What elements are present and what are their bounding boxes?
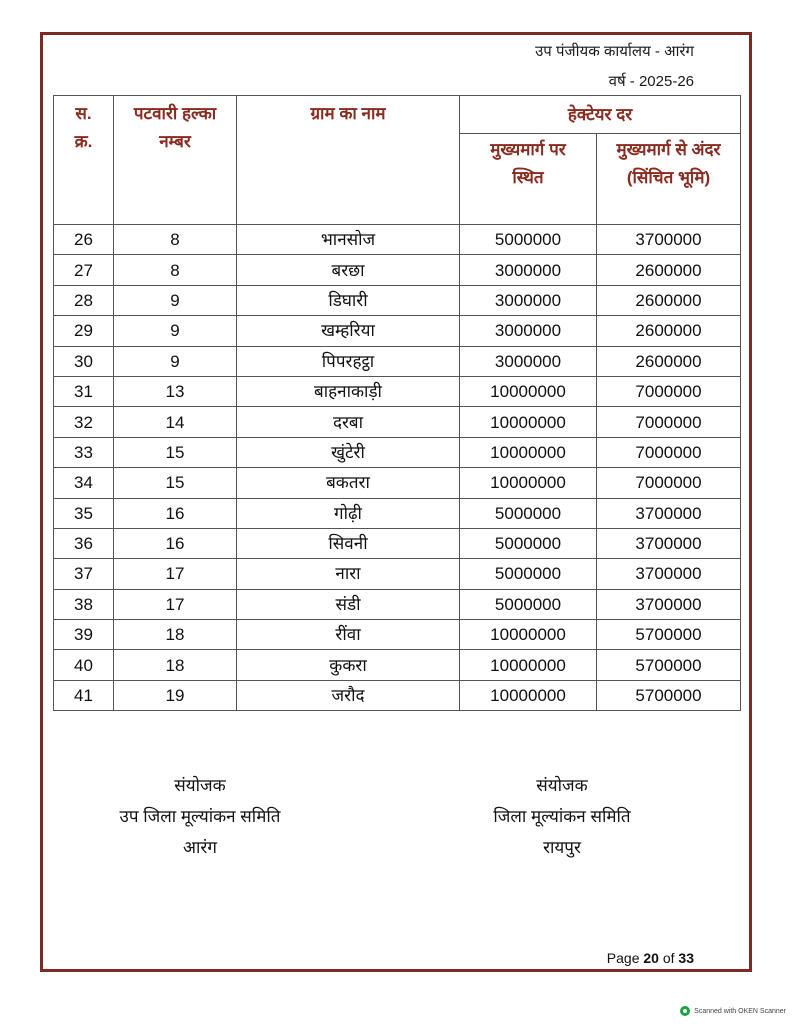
table-row bbox=[54, 468, 741, 498]
on-main-road-rate-cell: 5000000 bbox=[460, 559, 597, 589]
table-row bbox=[54, 559, 741, 589]
table-row bbox=[54, 528, 741, 558]
inside-rate-cell: 2600000 bbox=[597, 255, 741, 285]
village-cell: पिपरहट्ठा bbox=[237, 346, 460, 376]
patwari-cell: 15 bbox=[114, 468, 237, 498]
serial-cell: 30 bbox=[54, 346, 114, 376]
on-main-road-rate-cell: 3000000 bbox=[460, 346, 597, 376]
inside-rate-cell: 3700000 bbox=[597, 225, 741, 255]
page-of: of bbox=[662, 950, 675, 966]
table-row bbox=[54, 620, 741, 650]
on-main-road-rate-cell: 10000000 bbox=[460, 376, 597, 406]
inside-rate-cell: 2600000 bbox=[597, 346, 741, 376]
signature-block-district bbox=[432, 770, 692, 863]
inside-rate-cell: 2600000 bbox=[597, 285, 741, 315]
rate-table bbox=[53, 95, 741, 711]
table-row bbox=[54, 437, 741, 467]
signature-place: आरंग bbox=[183, 838, 217, 857]
table-row bbox=[54, 680, 741, 710]
signature-committee: उप जिला मूल्यांकन समिति bbox=[119, 807, 281, 826]
signature-place: रायपुर bbox=[543, 838, 581, 857]
patwari-cell: 8 bbox=[114, 225, 237, 255]
village-cell: खुंटेरी bbox=[237, 437, 460, 467]
inside-rate-cell: 5700000 bbox=[597, 620, 741, 650]
serial-cell: 26 bbox=[54, 225, 114, 255]
patwari-cell: 9 bbox=[114, 346, 237, 376]
inside-rate-cell: 7000000 bbox=[597, 437, 741, 467]
page-current: 20 bbox=[643, 950, 659, 966]
signature-block-sub-district bbox=[70, 770, 330, 863]
inside-rate-cell: 3700000 bbox=[597, 498, 741, 528]
on-main-road-rate-cell: 10000000 bbox=[460, 437, 597, 467]
patwari-cell: 15 bbox=[114, 437, 237, 467]
scanner-logo-icon bbox=[680, 1006, 690, 1016]
table-row bbox=[54, 498, 741, 528]
on-main-road-rate-cell: 5000000 bbox=[460, 528, 597, 558]
on-main-road-rate-cell: 3000000 bbox=[460, 285, 597, 315]
on-main-road-rate-cell: 5000000 bbox=[460, 225, 597, 255]
table-row bbox=[54, 407, 741, 437]
serial-cell: 28 bbox=[54, 285, 114, 315]
patwari-cell: 13 bbox=[114, 376, 237, 406]
serial-cell: 41 bbox=[54, 680, 114, 710]
table-row bbox=[54, 225, 741, 255]
serial-cell: 34 bbox=[54, 468, 114, 498]
patwari-cell: 17 bbox=[114, 559, 237, 589]
on-main-road-rate-cell: 5000000 bbox=[460, 498, 597, 528]
serial-cell: 31 bbox=[54, 376, 114, 406]
serial-cell: 32 bbox=[54, 407, 114, 437]
col-header-village: ग्राम का नाम bbox=[237, 96, 460, 225]
on-main-road-rate-cell: 5000000 bbox=[460, 589, 597, 619]
page-total: 33 bbox=[678, 950, 694, 966]
on-main-road-rate-cell: 10000000 bbox=[460, 650, 597, 680]
on-main-road-rate-cell: 10000000 bbox=[460, 620, 597, 650]
page-prefix: Page bbox=[606, 950, 640, 966]
village-cell: रींवा bbox=[237, 620, 460, 650]
on-main-road-rate-cell: 10000000 bbox=[460, 407, 597, 437]
village-cell: कुकरा bbox=[237, 650, 460, 680]
village-cell: डिघारी bbox=[237, 285, 460, 315]
serial-cell: 35 bbox=[54, 498, 114, 528]
village-cell: संडी bbox=[237, 589, 460, 619]
inside-rate-cell: 5700000 bbox=[597, 680, 741, 710]
village-cell: भानसोज bbox=[237, 225, 460, 255]
village-cell: बरछा bbox=[237, 255, 460, 285]
inside-rate-cell: 3700000 bbox=[597, 589, 741, 619]
village-cell: खम्हरिया bbox=[237, 316, 460, 346]
inside-rate-cell: 3700000 bbox=[597, 559, 741, 589]
serial-cell: 38 bbox=[54, 589, 114, 619]
village-cell: नारा bbox=[237, 559, 460, 589]
table-row bbox=[54, 316, 741, 346]
year-label: वर्ष - 2025-26 bbox=[608, 73, 694, 90]
village-cell: सिवनी bbox=[237, 528, 460, 558]
col-header-inside-main-road: मुख्यमार्ग से अंदर (सिंचित भूमि) bbox=[597, 134, 741, 225]
serial-cell: 40 bbox=[54, 650, 114, 680]
inside-rate-cell: 2600000 bbox=[597, 316, 741, 346]
scanner-note: Scanned with OKEN Scanner bbox=[694, 1007, 786, 1015]
on-main-road-rate-cell: 10000000 bbox=[460, 468, 597, 498]
patwari-cell: 16 bbox=[114, 498, 237, 528]
patwari-cell: 16 bbox=[114, 528, 237, 558]
patwari-cell: 9 bbox=[114, 316, 237, 346]
inside-rate-cell: 7000000 bbox=[597, 407, 741, 437]
col-header-on-main-road: मुख्यमार्ग पर स्थित bbox=[460, 134, 597, 225]
on-main-road-rate-cell: 3000000 bbox=[460, 316, 597, 346]
signature-committee: जिला मूल्यांकन समिति bbox=[493, 807, 631, 826]
table-row bbox=[54, 376, 741, 406]
village-cell: बाहनाकाड़ी bbox=[237, 376, 460, 406]
patwari-cell: 18 bbox=[114, 650, 237, 680]
col-header-hectare-rate: हेक्टेयर दर bbox=[460, 96, 741, 134]
page-number bbox=[607, 950, 694, 966]
on-main-road-rate-cell: 10000000 bbox=[460, 680, 597, 710]
patwari-cell: 19 bbox=[114, 680, 237, 710]
signature-title: संयोजक bbox=[536, 776, 588, 795]
inside-rate-cell: 3700000 bbox=[597, 528, 741, 558]
table-row bbox=[54, 589, 741, 619]
on-main-road-rate-cell: 3000000 bbox=[460, 255, 597, 285]
patwari-cell: 9 bbox=[114, 285, 237, 315]
patwari-cell: 17 bbox=[114, 589, 237, 619]
patwari-cell: 14 bbox=[114, 407, 237, 437]
serial-cell: 37 bbox=[54, 559, 114, 589]
village-cell: गोढ़ी bbox=[237, 498, 460, 528]
scanner-watermark bbox=[680, 1006, 786, 1016]
serial-cell: 39 bbox=[54, 620, 114, 650]
col-header-patwari: पटवारी हल्का नम्बर bbox=[114, 96, 237, 225]
table-row bbox=[54, 650, 741, 680]
village-cell: जरौद bbox=[237, 680, 460, 710]
serial-cell: 29 bbox=[54, 316, 114, 346]
table-row bbox=[54, 255, 741, 285]
patwari-cell: 8 bbox=[114, 255, 237, 285]
col-header-serial: स. क्र. bbox=[54, 96, 114, 225]
signature-title: संयोजक bbox=[174, 776, 226, 795]
patwari-cell: 18 bbox=[114, 620, 237, 650]
inside-rate-cell: 7000000 bbox=[597, 468, 741, 498]
village-cell: बकतरा bbox=[237, 468, 460, 498]
serial-cell: 33 bbox=[54, 437, 114, 467]
village-cell: दरबा bbox=[237, 407, 460, 437]
table-row bbox=[54, 285, 741, 315]
table-row bbox=[54, 346, 741, 376]
serial-cell: 27 bbox=[54, 255, 114, 285]
inside-rate-cell: 7000000 bbox=[597, 376, 741, 406]
office-title: उप पंजीयक कार्यालय - आरंग bbox=[535, 43, 694, 60]
serial-cell: 36 bbox=[54, 528, 114, 558]
inside-rate-cell: 5700000 bbox=[597, 650, 741, 680]
